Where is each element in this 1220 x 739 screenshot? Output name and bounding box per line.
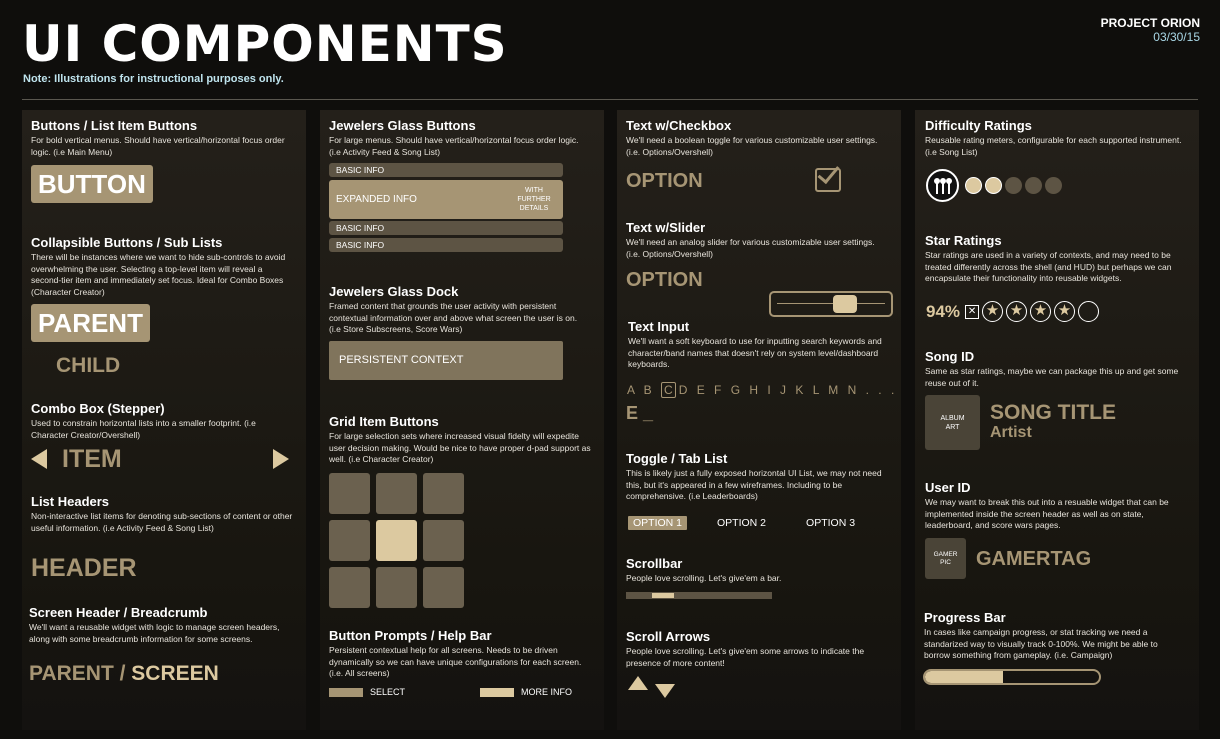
scroll-down-arrow-icon[interactable] [655,684,675,698]
jewelers-row[interactable]: BASIC INFO [329,221,563,235]
keys-before[interactable]: A B [627,383,655,397]
star-icon [1078,301,1099,322]
grid-item[interactable] [329,473,370,514]
breadcrumb-screen: SCREEN [131,662,219,685]
more-info-prompt-icon[interactable] [480,688,514,697]
parent-button[interactable]: PARENT [31,304,150,342]
difficulty-desc: Reusable rating meters, configurable for each supported instrument. (i.e Song List) [925,135,1182,157]
album-art [925,395,980,450]
buttons-desc: For bold vertical menus. Should have vertical/horizontal focus order logic. (i.e Main Menu) [31,135,285,157]
column-4 [915,110,1199,730]
grid-item[interactable] [423,520,464,561]
grid-item[interactable] [329,567,370,608]
scroll-arrows-desc: People love scrolling. Let's give'em some arrows to indicate the presence of more content! [626,646,865,668]
microphone-icon [926,169,959,202]
grid-item[interactable] [376,567,417,608]
progress-title: Progress Bar [924,610,1006,625]
tab-option-1[interactable]: OPTION 1 [628,516,687,530]
scrollbar-desc: People love scrolling. Let's give'em a bar. [626,573,782,583]
stars-desc: Star ratings are used in a variety of contexts, and may need to be treated differently across the shell (and HUD) but perhaps we can encapsulate their functionality into reusable widgets. [925,250,1172,283]
sample-button[interactable]: BUTTON [31,165,153,203]
jewelers-expanded-label: EXPANDED INFO [336,194,417,205]
difficulty-dot [1045,177,1062,194]
keys-after[interactable]: D E F G H I J K L M N . . . [678,383,898,397]
soft-keyboard [627,382,897,398]
grid-item-buttons [329,473,464,608]
grid-item[interactable] [423,567,464,608]
difficulty-dot [985,177,1002,194]
collapsible-title: Collapsible Buttons / Sub Lists [31,235,223,250]
child-item[interactable]: CHILD [56,354,121,377]
dock-desc: Framed content that grounds the user activity with persistent contextual information over and above what screen the user is on. (i.e Store Subscreens, Score Wars) [329,301,578,334]
project-info [1101,16,1200,44]
checkbox-option-label: OPTION [626,170,703,192]
list-header-sample: HEADER [31,554,137,582]
page-note: Note: Illustrations for instructional purposes only. [23,73,284,85]
song-desc: Same as star ratings, maybe we can package this up and get some reuse out of it. [925,366,1179,388]
prompts-desc: Persistent contextual help for all screens. Needs to be driven dynamically so we can have unique configurations for each screen. (i.e. All screens) [329,645,582,678]
help-bar [329,687,572,697]
text-input-title: Text Input [628,319,690,334]
stepper-right-arrow-icon[interactable] [273,449,289,469]
scroll-up-arrow-icon[interactable] [628,676,648,690]
text-input-desc: We'll want a soft keyboard to use for inputting search keywords and character/band names that doesn't rely on system level/dashboard keyboards. [628,336,882,369]
star-icon: ★ [1054,301,1075,322]
rating-x-icon: ✕ [965,305,979,319]
star-icon: ★ [982,301,1003,322]
grid-item[interactable] [329,520,370,561]
grid-item[interactable] [376,520,417,561]
collapsible-desc: There will be instances where we want to hide sub-controls to avoid overwhelming the user. Selecting a top-level item will reveal a second-tier item and immediately set focus. Ideal for Combo Boxes (Character Creator) [31,252,286,297]
jewelers-expanded-row[interactable] [329,180,563,219]
slider-knob[interactable] [833,295,857,313]
list-headers-title: List Headers [31,494,110,509]
progress-bar [923,669,1101,685]
stars-group [982,301,1099,322]
grid-item[interactable] [376,473,417,514]
checkbox-desc: We'll need a boolean toggle for various customizable user settings. (i.e. Options/Overshell) [626,135,878,157]
list-headers-desc: Non-interactive list items for denoting sub-sections of content or other useful information. (i.e Activity Feed & Song List) [31,511,293,533]
album-art-line2: ART [945,423,960,431]
slider-desc: We'll need an analog slider for various customizable user settings. (i.e. Options/Overshell) [626,237,875,259]
song-title: SONG TITLE [990,401,1116,424]
user-id-desc: We may want to break this out into a resuable widget that can be implemented inside the screen header as well as on state, leaderboard, and score wars pages. [925,497,1169,530]
difficulty-dot [965,177,982,194]
page-title: UI COMPONENTS [22,15,508,73]
grid-item[interactable] [423,473,464,514]
gamertag: GAMERTAG [976,548,1092,570]
key-selected[interactable]: C [661,382,676,398]
select-prompt-icon[interactable] [329,688,363,697]
slider-title: Text w/Slider [626,220,706,235]
gamer-pic [925,538,966,579]
column-2 [320,110,604,730]
option-slider[interactable] [769,291,893,317]
screen-header-title: Screen Header / Breadcrumb [29,605,208,620]
stars-title: Star Ratings [925,233,1002,248]
tabs-desc: This is likely just a fully exposed horizontal UI List, we may not need this, but it's appeared in a few wireframes. Including to be comprehensive. (i.e Leaderboards) [626,468,882,501]
difficulty-dot [1005,177,1022,194]
progress-desc: In cases like campaign progress, or stat tracking we need a standarized way to visually track 0-100%. We might be able to borrow something from gameplay. (i.e. Campaign) [924,627,1158,660]
checkbox-title: Text w/Checkbox [626,118,732,133]
stepper-left-arrow-icon[interactable] [31,449,47,469]
more-info-prompt-label: MORE INFO [521,687,573,697]
microphone-glyph-icon [932,175,954,197]
column-1 [22,110,306,730]
jewelers-row[interactable]: BASIC INFO [329,163,563,177]
grid-desc: For large selection sets where increased visual fidelty will expedite user decision making. Would be nice to have proper d-pad support as well. (i.e Character Creator) [329,431,591,464]
select-prompt-label: SELECT [370,687,406,697]
combo-title: Combo Box (Stepper) [31,401,165,416]
dock-title: Jewelers Glass Dock [329,284,459,299]
rating-percent: 94% [926,301,961,321]
jewelers-expanded-note: WITH FURTHER DETAILS [517,187,551,212]
star-rating [926,301,1099,322]
song-title-header: Song ID [925,349,975,364]
slider-track [777,303,885,304]
project-date: 03/30/15 [1153,30,1200,44]
persistent-context-dock: PERSISTENT CONTEXT [329,341,563,380]
jewelers-row[interactable]: BASIC INFO [329,238,563,252]
combo-desc: Used to constrain horizontal lists into a smaller footprint. (i.e Character Creator/Overshell) [31,418,256,440]
album-art-line1: ALBUM [940,414,965,422]
screen-header-desc: We'll want a reusable widget with logic to manage screen headers, along with some breadcrumb information for some screens. [29,622,280,644]
tab-option-2[interactable]: OPTION 2 [717,517,767,529]
star-icon: ★ [1006,301,1027,322]
song-artist: Artist [990,424,1032,441]
scrollbar-thumb[interactable] [652,593,674,598]
prompts-title: Button Prompts / Help Bar [329,628,492,643]
tab-option-3[interactable]: OPTION 3 [806,517,856,529]
text-entry[interactable]: E _ [626,403,654,423]
progress-fill [925,671,1003,683]
tabs-title: Toggle / Tab List [626,451,728,466]
gamer-pic-line2: PIC [940,558,951,566]
jewelers-title: Jewelers Glass Buttons [329,118,476,133]
stepper-item: ITEM [62,445,122,473]
slider-option-label: OPTION [626,269,703,291]
difficulty-meter [965,177,1062,194]
tab-list [628,516,855,530]
checkbox-checked-icon[interactable] [815,168,841,192]
buttons-title: Buttons / List Item Buttons [31,118,198,133]
breadcrumb-parent[interactable]: PARENT / [29,662,126,685]
breadcrumb [29,662,219,686]
header-divider [22,99,1198,100]
scrollbar-title: Scrollbar [626,556,683,571]
star-icon: ★ [1030,301,1051,322]
gamer-pic-line1: GAMER [933,550,958,558]
scroll-arrows-title: Scroll Arrows [626,629,711,644]
difficulty-title: Difficulty Ratings [925,118,1032,133]
project-name: PROJECT ORION [1100,16,1200,30]
grid-title: Grid Item Buttons [329,414,439,429]
jewelers-desc: For large menus. Should have vertical/horizontal focus order logic. (i.e Activity Feed & Song List) [329,135,579,157]
column-3 [617,110,901,730]
scrollbar-track[interactable] [626,592,772,599]
user-id-title: User ID [925,480,971,495]
difficulty-dot [1025,177,1042,194]
